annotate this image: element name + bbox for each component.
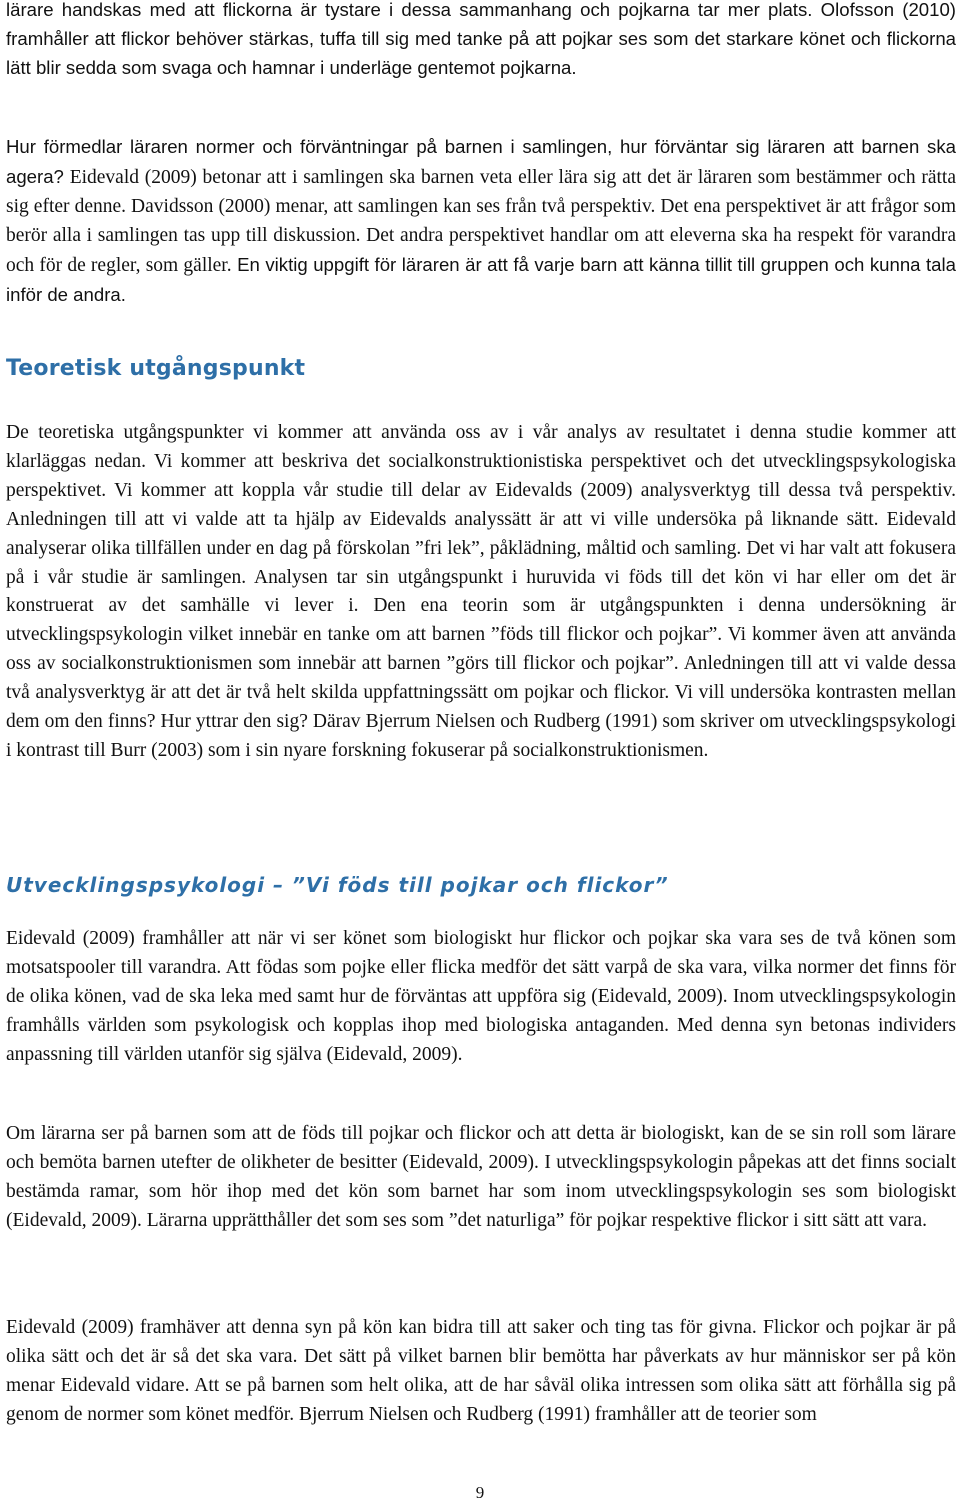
samling-conclusion-text: En viktig uppgift för läraren är att få varje barn att känna tillit till gruppen och kunna tala inför de andra.: [6, 253, 956, 305]
samling-body-text: Eidevald (2009) betonar att i samlingen ska barnen veta eller lära sig att det är läraren som bestämmer och rätta sig efter denne. Davidsson (2000) menar, att samlingen kan ses från två perspektiv. Det ena perspektivet är att frågor som berör alla i samlingen tas upp till diskussion. Det andra perspektivet handlar om att eleverna ska ha respekt för varandra och för de regler, som gäller.: [6, 166, 956, 276]
top-paragraph: lärare handskas med att flickorna är tystare i dessa sammanhang och pojkarna tar mer plats. Olofsson (2010) framhåller att flickor behöver stärkas, tuffa till sig med tanke på att pojkar ses som det starkare könet och flickorna lätt blir sedda som svaga och hamnar i underläge gentemot pojkarna.: [6, 0, 956, 78]
heading-utvecklingspsykologi: Utvecklingspsykologi – ”Vi föds till pojkar och flickor”: [6, 873, 669, 897]
utv-paragraph-3: Eidevald (2009) framhäver att denna syn på kön kan bidra till att saker och ting tas för givna. Flickor och pojkar är på olika sätt och det är så det ska vara. Det sätt på vilket barnen blir bemötta har påverkats av hur människor ser på kön menar Eidevald vidare. Att se på barnen som helt olika, att de har såväl olika intressen som olika sätt att förhålla sig på genom de normer som könet medför. Bjerrum Nielsen och Rudberg (1991) framhåller att de teorier som: [6, 1317, 956, 1425]
samling-paragraph: [6, 133, 956, 310]
utv-paragraph-2: Om lärarna ser på barnen som att de föds till pojkar och flickor och att detta är biologiskt, kan de se sin roll som lärare och bemöta barnen utefter de olikheter de besitter (Eidevald, 2009). I utvecklingspsykologin påpekas att det finns socialt bestämda ramar, som hör ihop med det kön som barnet har som inom utvecklingspsykologin ses som biologiskt (Eidevald, 2009). Lärarna upprätthåller det som ses som ”det naturliga” för pojkar respektive flickor i sitt sätt att vara.: [6, 1123, 956, 1231]
utv-paragraph-1: Eidevald (2009) framhåller att när vi ser könet som biologiskt hur flickor och pojkar ska vara ses de två könen som motsatspooler till varandra. Att födas som pojke eller flicka medför det sätt varpå de ska vara, vilka normer det finns för de olika könen, vad de ska leka med samt hur de förväntas att uppföra sig (Eidevald, 2009). Inom utvecklingspsykologin framhålls världen som psykologisk och kopplas ihop med biologiska antaganden. Med denna syn betonas individers anpassning till världen utanför sig själva (Eidevald, 2009).: [6, 928, 956, 1065]
page-number: 9: [475, 1483, 485, 1502]
teori-paragraph: De teoretiska utgångspunkter vi kommer att använda oss av i vår analys av resultatet i denna studie kommer att klarläggas nedan. Vi kommer att beskriva det socialkonstruktionistiska perspektivet och det utvecklingspsykologiska perspektivet. Vi kommer att koppla vår studie till delar av Eidevalds (2009) analysverktyg till dessa två perspektiv. Anledningen till att vi valde att ta hjälp av Eidevalds analyssätt är att vi ville undersöka på liknande sätt. Eidevald analyserar olika tillfällen under en dag på förskolan ”fri lek”, påklädning, måltid och samling. Det vi har valt att fokusera på i vår studie är samlingen. Analysen tar sin utgångspunkt i huruvida vi föds till det kön vi har eller om det är konstruerat av det samhälle vi lever i. Den ena teorin som är utgångspunkten i denna undersökning är utvecklingspsykologin vilket innebär en tanke om att barnen ”föds till flickor och pojkar”. Vi kommer även att använda oss av socialkonstruktionismen som innebär att barnen ”görs till flickor och pojkar”. Anledningen till att vi valde dessa två analysverktyg är att det är två helt skilda uppfattningssätt om pojkar och flickor. Vi vill undersöka kontrasten mellan dem om den finns? Hur yttrar den sig? Därav Bjerrum Nielsen och Rudberg (1991) som skriver om utvecklingspsykologi i kontrast till Burr (2003) som i sin nyare forskning fokuserar på socialkonstruktionismen.: [6, 422, 956, 761]
samling-question-text: Hur förmedlar läraren normer och förväntningar på barnen i samlingen, hur förväntar sig läraren att barnen ska agera?: [6, 136, 956, 187]
heading-teoretisk-utgangspunkt: Teoretisk utgångspunkt: [6, 356, 306, 381]
